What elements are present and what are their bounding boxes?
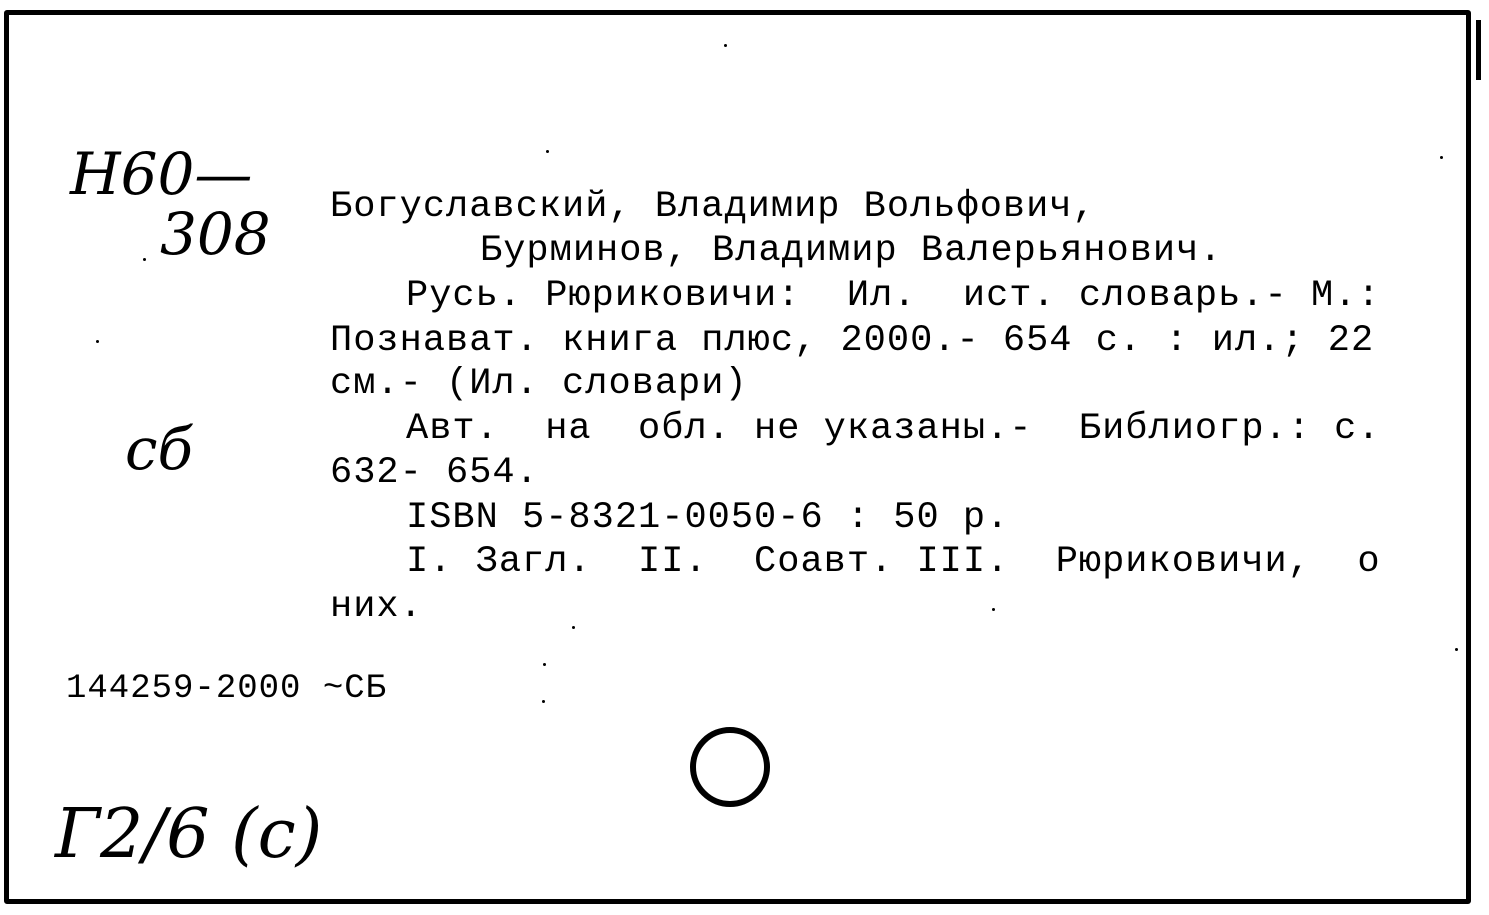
isbn-line: ISBN 5-8321-0050-6 : 50 р.: [406, 497, 1010, 539]
scan-speck: [546, 150, 549, 153]
title-line-3: см.- (Ил. словари): [330, 363, 748, 405]
scan-speck: [542, 700, 545, 703]
title-line-1: Русь. Рюриковичи: Ил. ист. словарь.- М.:: [406, 275, 1381, 317]
scan-speck: [96, 340, 99, 343]
punch-hole-circle: [690, 727, 770, 807]
authors-line: Богуславский, Владимир Вольфович,: [330, 186, 1096, 228]
handwritten-shelf-mark-line2: 308: [160, 200, 271, 268]
scan-speck: [1440, 156, 1443, 159]
handwritten-sb-mark: сб: [125, 415, 193, 483]
handwritten-shelf-mark-line1: Н60—: [70, 140, 253, 208]
handwritten-bottom-mark: Г2/6 (с): [55, 795, 323, 874]
scan-speck: [992, 608, 995, 611]
scan-speck: [543, 663, 546, 666]
title-line-2: Познават. книга плюс, 2000.- 654 с. : ил.; 22: [330, 320, 1375, 362]
coauthor-line: Бурминов, Владимир Валерьянович.: [480, 230, 1223, 272]
scan-speck: [143, 258, 146, 261]
scan-speck: [1455, 648, 1458, 651]
scan-speck: [724, 44, 727, 47]
tracing-line-2: них.: [330, 586, 423, 628]
note-line-1: Авт. на обл. не указаны.- Библиогр.: с.: [406, 408, 1381, 450]
scan-speck: [572, 626, 575, 629]
registry-number: 144259-2000 ~СБ: [66, 670, 388, 708]
note-line-2: 632- 654.: [330, 452, 539, 494]
tracing-line-1: I. Загл. II. Соавт. III. Рюриковичи, о: [406, 541, 1381, 583]
card-edge-mark: [1476, 20, 1481, 80]
